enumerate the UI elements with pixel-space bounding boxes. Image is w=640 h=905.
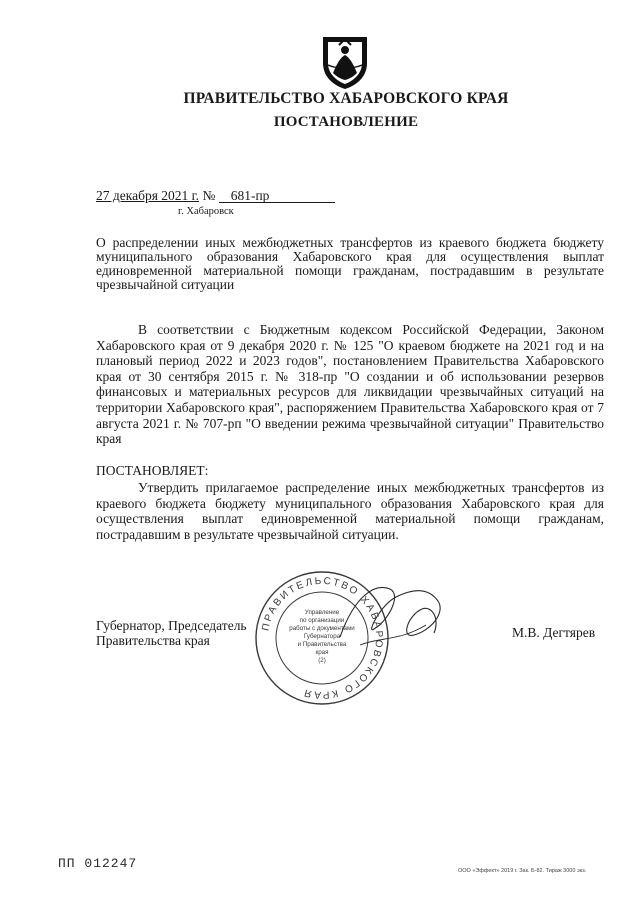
stamp-line: Управление [304,609,340,616]
number-label: № [202,188,216,203]
document-subject: О распределении иных межбюджетных трансфертов из краевого бюджета бюджету муниципального образования Хабаровского края для осуществления выплат единовременной материальной помощи гражданам, пострадавшим в результате чрезвычайной ситуации [96,235,604,292]
printer-imprint: ООО «Эффект» 2019 г. Зак. Б-82. Тираж 3000 экз. [458,868,587,874]
resolve-heading: ПОСТАНОВЛЯЕТ: [96,463,209,478]
stamp-line: края [315,649,329,656]
handwritten-signature [330,575,450,655]
stamp-line: (2) [318,657,326,664]
preamble-paragraph: В соответствии с Бюджетным кодексом Российской Федерации, Законом Хабаровского края от 9 декабря 2020 г. № 125 "О краевом бюджете на 2021 год и на плановый период 2022 и 2023 годов", постановлением Правительства Хабаровского края от 30 сентября 2015 г. № 318-пр "О создании и об использовании резервов финансовых и материальных ресурсов для ликвидации чрезвычайных ситуаций на территории Хабаровского края", распоряжением Правительства Хабаровского края от 7 августа 2021 г. № 707-рп "О введении режима чрезвычайной ситуации" Правительство края [96,322,604,447]
stamp-line: работы с документами [289,625,355,632]
stamp-ring-text: ПРАВИТЕЛЬСТВО ХАБАРОВСКОГО КРАЯ [260,575,385,701]
resolution-paragraph: Утвердить прилагаемое распределение иных межбюджетных трансфертов из краевого бюджета бюджету муниципального образования Хабаровского края для осуществления выплат единовременной материальной помощи гражданам, пострадавшим в результате чрезвычайной ситуации. [96,480,604,542]
signatory-title-line1: Губернатор, Председатель [96,618,247,633]
document-type-title: ПОСТАНОВЛЕНИЕ [273,114,419,130]
government-title: ПРАВИТЕЛЬСТВО ХАБАРОВСКОГО КРАЯ [183,90,509,107]
coat-of-arms-icon [319,33,371,91]
signatory-name: М.В. Дегтярев [512,625,596,640]
stamp-line: и Правительства [297,641,347,648]
stamp-line: Губернатора [303,633,341,640]
date-number-line [96,188,335,204]
signatory-title-line2: Правительства края [96,632,210,648]
document-date: 27 декабря 2021 г. [96,188,200,203]
city: г. Хабаровск [178,206,234,217]
signatory-title [96,619,247,648]
stamp-line: по организации [299,617,345,624]
document-number: 681-пр [219,189,335,203]
form-serial-number: ПП 012247 [58,856,138,871]
